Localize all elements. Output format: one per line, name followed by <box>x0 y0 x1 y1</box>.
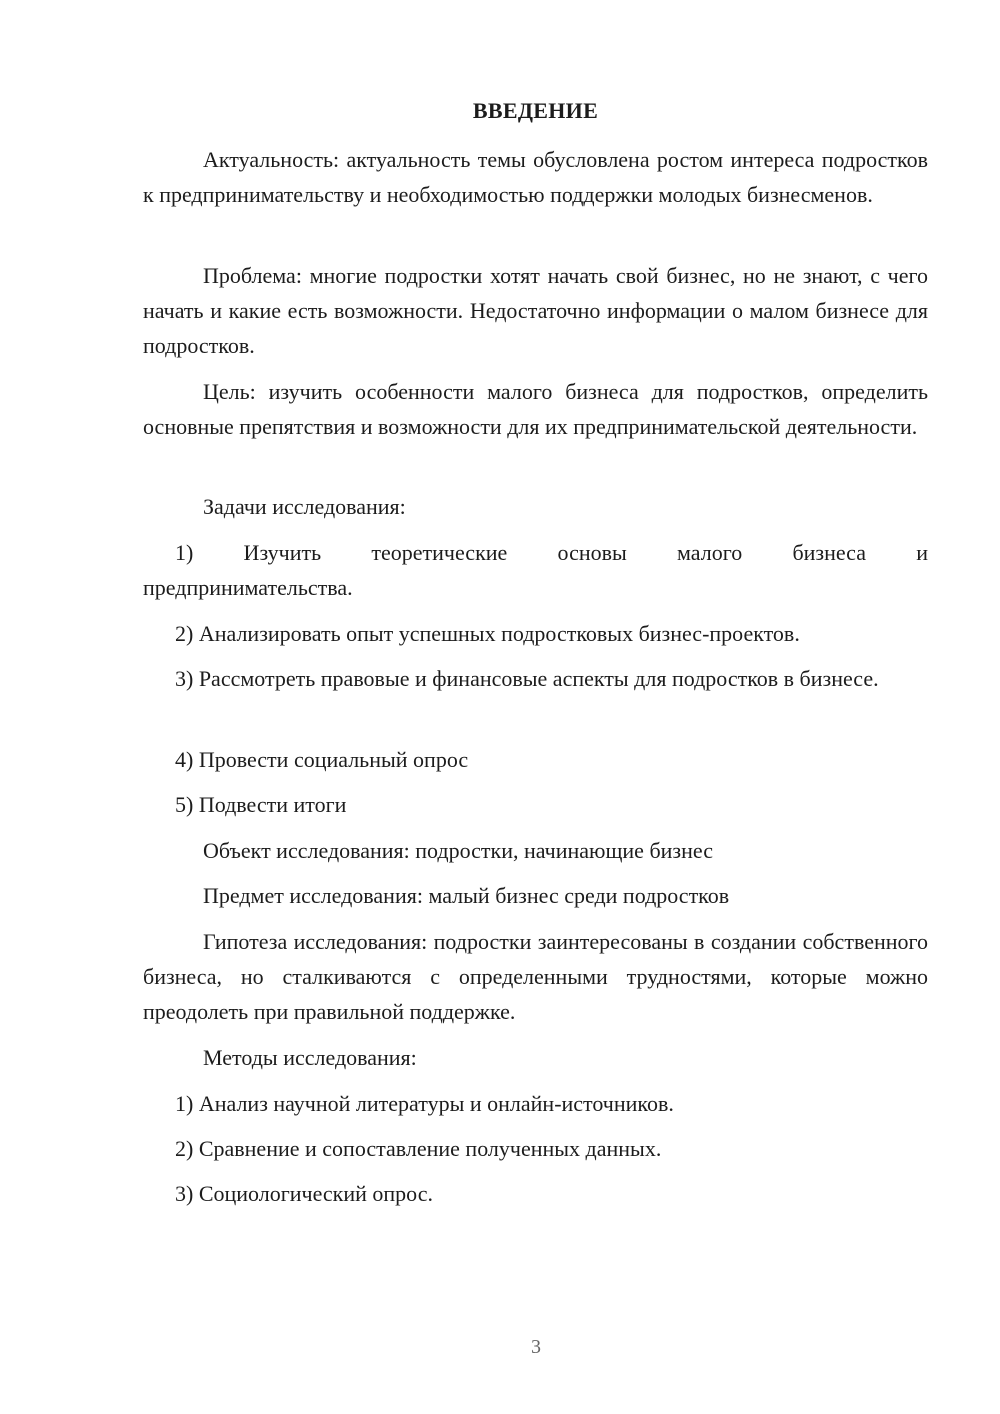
methods-heading: Методы исследования: <box>203 1045 417 1070</box>
page-number: 3 <box>531 1336 541 1358</box>
page-title: ВВЕДЕНИЕ <box>472 98 599 123</box>
task-item-5: 5) Подвести итоги <box>175 792 347 817</box>
task-item-3: 3) Рассмотреть правовые и финансовые аспекты для подростков в бизнесе. <box>175 666 879 691</box>
method-item-3: 3) Социологический опрос. <box>175 1181 433 1206</box>
subject-paragraph: Предмет исследования: малый бизнес среди подростков <box>203 883 730 908</box>
relevance-paragraph: Актуальность: актуальность темы обусловлена ростом интереса подростков к предпринимательству и необходимостью поддержки молодых бизнесменов. <box>143 147 928 207</box>
task-item-4: 4) Провести социальный опрос <box>175 747 469 772</box>
problem-paragraph: Проблема: многие подростки хотят начать свой бизнес, но не знают, с чего начать и какие есть возможности. Недостаточно информации о малом бизнесе для подростков. <box>143 263 928 358</box>
task-item-2: 2) Анализировать опыт успешных подростковых бизнес-проектов. <box>175 621 800 646</box>
method-item-2: 2) Сравнение и сопоставление полученных данных. <box>175 1136 662 1161</box>
goal-paragraph: Цель: изучить особенности малого бизнеса для подростков, определить основные препятствия и возможности для их предпринимательской деятельности. <box>143 379 928 439</box>
hypothesis-paragraph: Гипотеза исследования: подростки заинтересованы в создании собственного бизнеса, но сталкиваются с определенными трудностями, которые можно преодолеть при правильной поддержке. <box>143 929 928 1024</box>
method-item-1: 1) Анализ научной литературы и онлайн-источников. <box>175 1091 674 1116</box>
object-paragraph: Объект исследования: подростки, начинающие бизнес <box>203 838 713 863</box>
task-item-1: 1) Изучить теоретические основы малого бизнеса и предпринимательства. <box>143 540 928 600</box>
tasks-heading: Задачи исследования: <box>203 494 406 519</box>
